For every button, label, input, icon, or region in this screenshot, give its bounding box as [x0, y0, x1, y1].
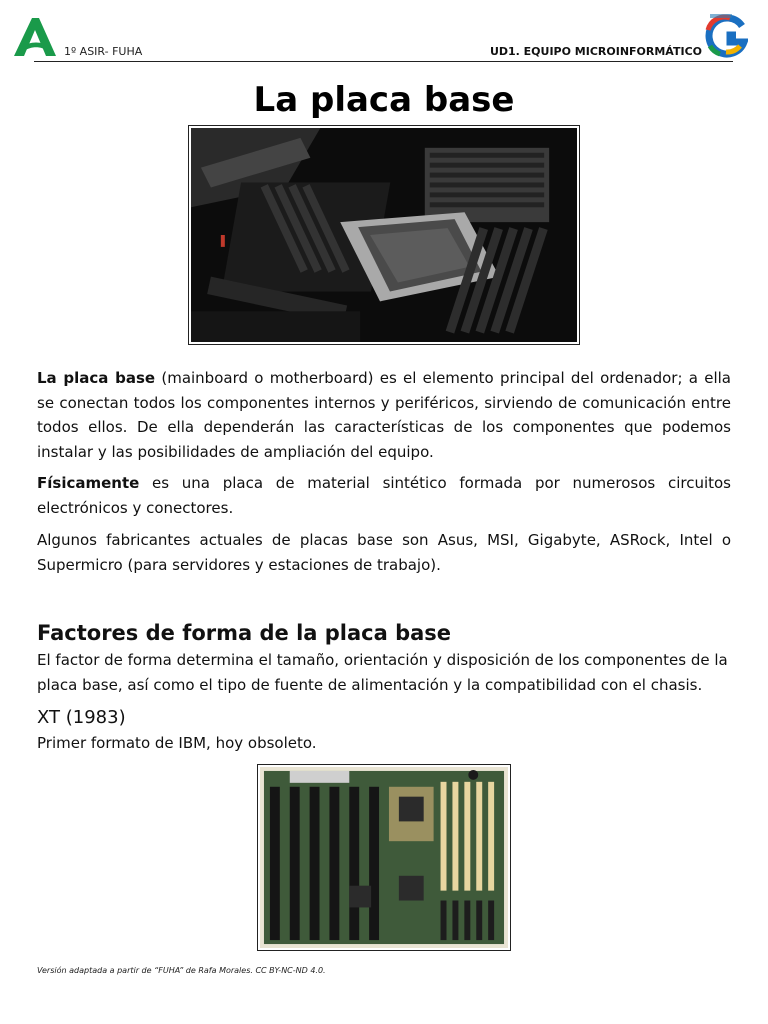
- unit-label: UD1. EQUIPO MICROINFORMÁTICO: [489, 45, 702, 58]
- course-label: 1º ASIR- FUHA: [64, 45, 143, 58]
- school-logo-icon: [700, 12, 748, 58]
- physical-text: es una placa de material sintético formada por numerosos circuitos electrónicos y conectores.: [37, 474, 731, 517]
- xt-description: Primer formato de IBM, hoy obsoleto.: [37, 734, 317, 752]
- andalucia-logo-icon: [12, 16, 58, 58]
- intro-text: (mainboard o motherboard) es el elemento principal del ordenador; a ella se conectan todos los componentes internos y periféricos, sirviendo de comunicación entre todos ellos. De ella dependerán las características de los componentes que podemos instalar y las posibilidades de ampliación del equipo.: [37, 369, 731, 461]
- modern-motherboard-image: [188, 125, 580, 345]
- manufacturers-paragraph: Algunos fabricantes actuales de placas base son Asus, MSI, Gigabyte, ASRock, Intel o Supermicro (para servidores y estaciones de trabajo).: [37, 531, 731, 574]
- page-title: La placa base: [253, 80, 515, 120]
- footer-credit: Versión adaptada a partir de “FUHA” de Rafa Morales. CC BY-NC-ND 4.0.: [37, 966, 326, 975]
- physical-paragraph: [37, 471, 731, 520]
- physical-term: Físicamente: [37, 474, 140, 492]
- intro-paragraph: [37, 366, 731, 464]
- header-rule: [34, 61, 733, 62]
- xt-motherboard-image: [257, 764, 511, 951]
- intro-term: La placa base: [37, 369, 156, 387]
- form-factors-heading: Factores de forma de la placa base: [37, 621, 452, 645]
- form-factors-paragraph: El factor de forma determina el tamaño, orientación y disposición de los componentes de la placa base, así como el tipo de fuente de alimentación y la compatibilidad con el chasis.: [37, 651, 728, 694]
- xt-subheading: XT (1983): [37, 707, 126, 728]
